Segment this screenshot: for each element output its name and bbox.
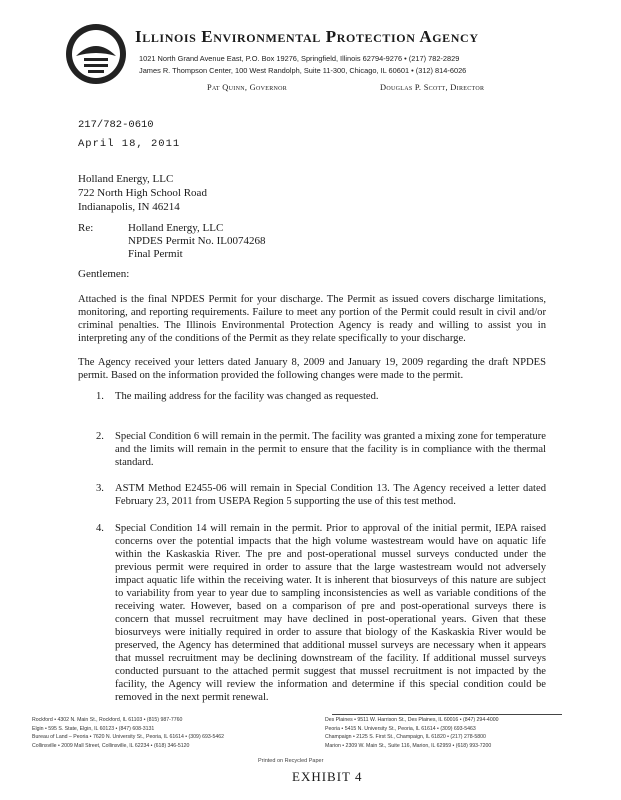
list-item-text: Special Condition 6 will remain in the permit. The facility was granted a mixing zone for temperature and the limits will remain in the permit to ensure that the facility is in compliance with the thermal standard.	[115, 431, 546, 468]
agency-address-line2: James R. Thompson Center, 100 West Randolph, Suite 11-300, Chicago, IL 60601 • (312) 814-6026	[139, 66, 467, 75]
letter-date: April 18, 2011	[78, 138, 181, 150]
director-name: Douglas P. Scott, Director	[380, 83, 485, 92]
footer-office: Rockford • 4302 N. Main St., Rockford, IL 61103 • (815) 987-7760	[32, 717, 183, 723]
state-seal-logo	[64, 22, 128, 86]
addressee-city: Indianapolis, IN 46214	[78, 201, 180, 213]
agency-name: Illinois Environmental Protection Agency	[135, 27, 479, 46]
re-label: Re:	[78, 222, 94, 234]
exhibit-stamp: EXHIBIT 4	[292, 769, 363, 784]
footer-office: Collinsville • 2009 Mall Street, Collinsville, IL 62234 • (618) 346-5120	[32, 742, 190, 749]
salutation: Gentlemen:	[78, 268, 130, 280]
footer-office: Marion • 2309 W. Main St., Suite 116, Marion, IL 62959 • (618) 993-7200	[325, 742, 492, 749]
body-paragraph-1: Attached is the final NPDES Permit for your discharge. The Permit as issued covers discharge limitations, monitoring, and reporting requirements. Failure to meet any portion of the Permit could result in civil and/or criminal penalties. The Illinois Environmental Protection Agency is ready and willing to assist you in interpreting any of the conditions of the Permit as they relate specifically to your discharge.	[78, 294, 546, 344]
addressee-block	[78, 172, 207, 214]
list-item-text: ASTM Method E2455-06 will remain in Special Condition 13. The Agency received a letter dated February 23, 2011 from USEPA Region 5 supporting the use of this test method.	[115, 483, 546, 507]
footer-office: Champaign • 2125 S. First St., Champaign, IL 61820 • (217) 278-5800	[325, 734, 486, 741]
footer-regional-offices-left	[32, 716, 224, 750]
recycled-paper-note: Printed on Recycled Paper	[258, 758, 324, 764]
list-item-number: 1.	[96, 391, 104, 402]
list-item-text: The mailing address for the facility was changed as requested.	[115, 391, 379, 402]
footer-office: Elgin • 595 S. State, Elgin, IL 60123 • (847) 608-3131	[32, 725, 155, 732]
list-item-number: 4.	[96, 523, 104, 534]
governor-name: Pat Quinn, Governor	[207, 83, 288, 92]
body-paragraph-2: The Agency received your letters dated January 8, 2009 and January 19, 2009 regarding the draft NPDES permit. Based on the information provided the following changes were made to the permit.	[78, 357, 546, 381]
list-item-number: 2.	[96, 431, 104, 442]
addressee-street: 722 North High School Road	[78, 187, 207, 199]
list-item-text: Special Condition 14 will remain in the permit. Prior to approval of the initial permit, IEPA raised concerns over the potential impacts that the high volume wastestream would have on aquatic life within the Kaskaskia River. The pre and post-operational mussel surveys conducted under the previous permit were required in order to assure that the large wastestream would not adversely impact aquatic life within the receiving water. It is inherent that biosurveys of this nature are subject to variability from year to year due to sampling inconsistencies as well as variable conditions of the receiving water. However, based on a comparison of pre and post-operational surveys there is concern that mussel recruitment may have declined in post-operational years. Given that these biosurveys were initially required in order to assure that biology of the Kaskaskia River would be preserved, the Agency has determined that additional mussel surveys are necessary when it appears that mussel recruitment may be declining downstream of the facility. If additional mussel surveys conducted pursuant to the attached permit suggest that mussel recruitment is not impacted by the facility, the Agency will review the information and determine if this special condition could be removed in the next permit renewal.	[115, 523, 546, 703]
footer-regional-offices-right	[325, 716, 498, 750]
re-line3: Final Permit	[128, 248, 183, 260]
footer-office: Des Plaines • 9511 W. Harrison St., Des Plaines, IL 60016 • (847) 294-4000	[325, 717, 499, 723]
re-line1: Holland Energy, LLC	[128, 222, 224, 234]
phone-number: 217/782-0610	[78, 119, 154, 131]
re-line2: NPDES Permit No. IL0074268	[128, 235, 266, 247]
agency-address-line1: 1021 North Grand Avenue East, P.O. Box 19276, Springfield, Illinois 62794-9276 • (217) 782-2829	[139, 54, 460, 63]
list-item-number: 3.	[96, 483, 104, 494]
footer-office: Bureau of Land – Peoria • 7620 N. University St., Peoria, IL 61614 • (309) 693-5462	[32, 734, 225, 741]
addressee-name: Holland Energy, LLC	[78, 173, 174, 185]
footer-divider	[332, 714, 562, 715]
footer-office: Peoria • 5415 N. University St., Peoria, IL 61614 • (309) 693-5463	[325, 725, 476, 732]
re-block	[128, 222, 266, 261]
